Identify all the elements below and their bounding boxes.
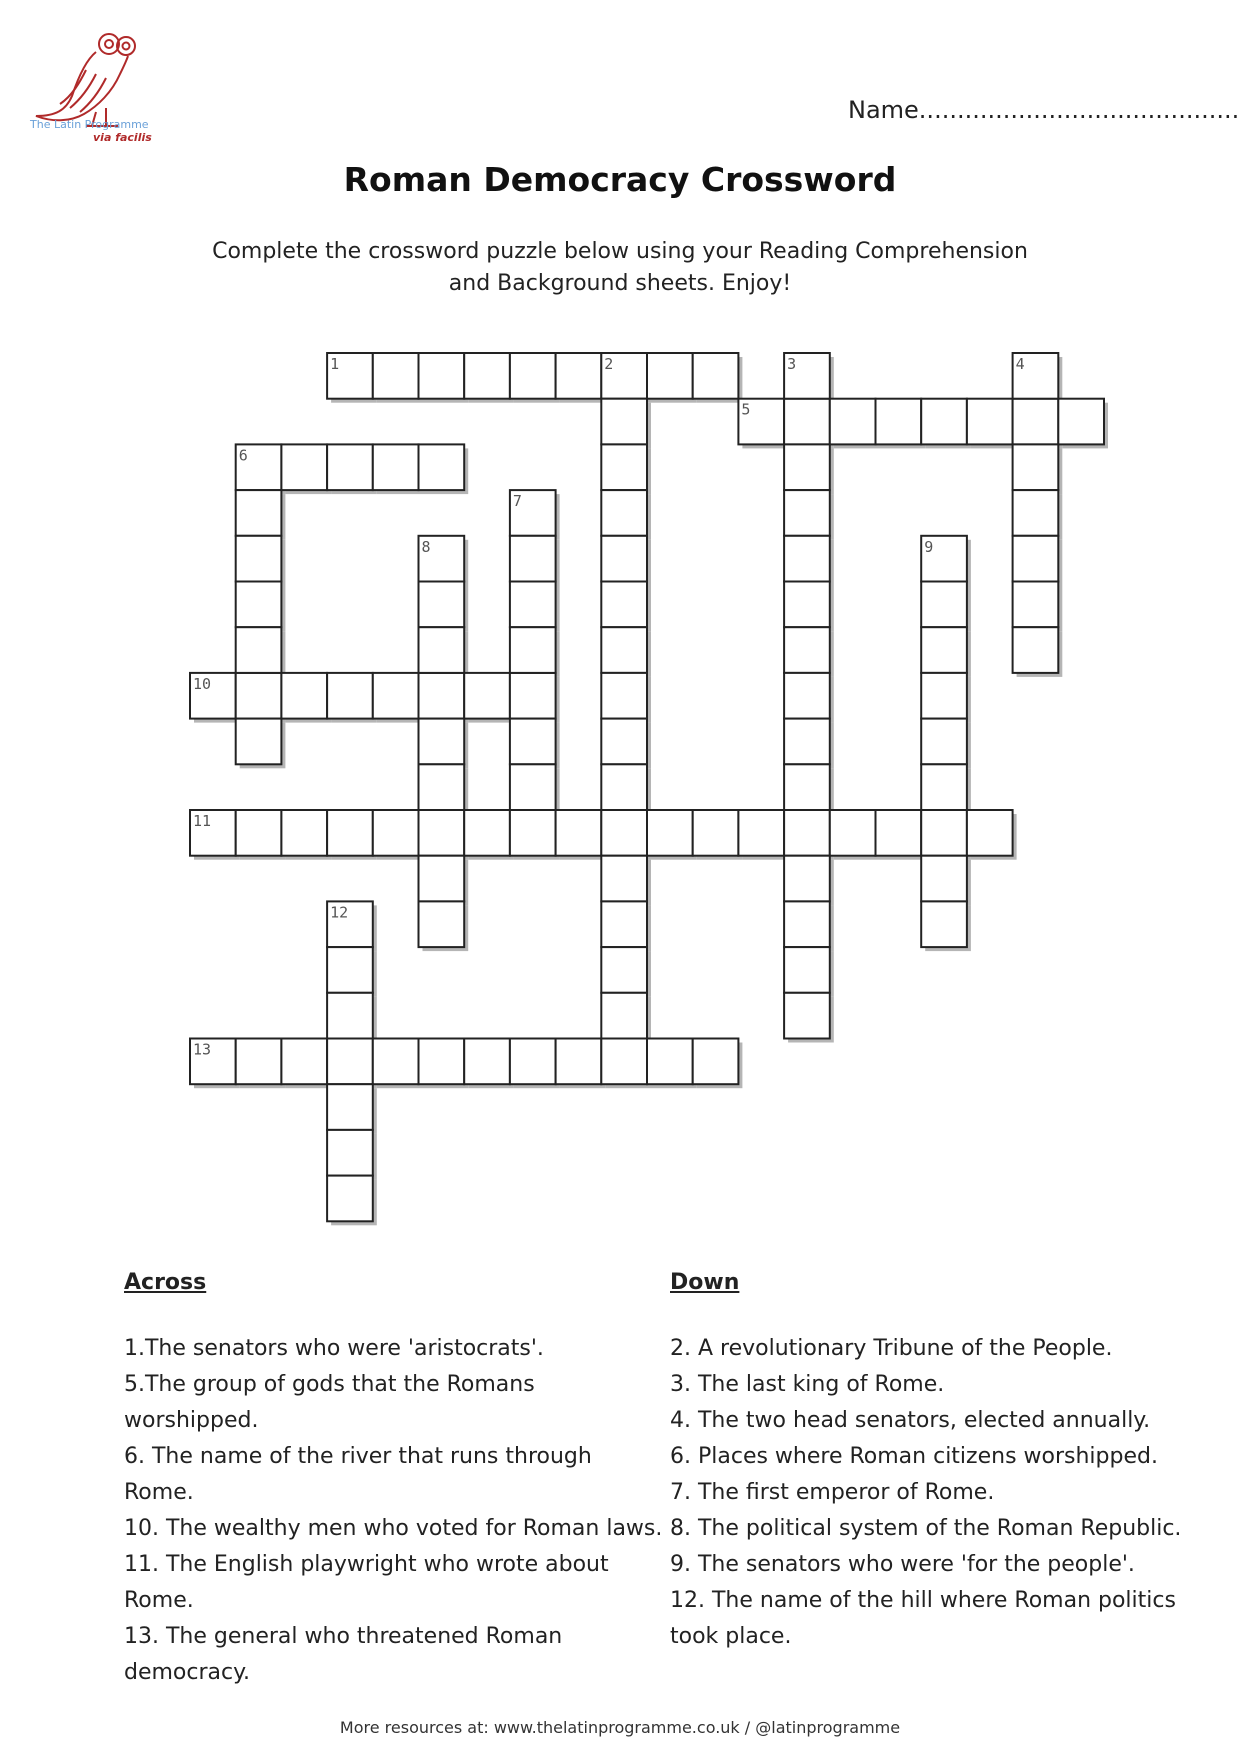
crossword-cell[interactable]	[419, 582, 465, 628]
crossword-cell[interactable]	[327, 947, 373, 993]
clue-number: 4	[1015, 355, 1025, 373]
crossword-cell[interactable]	[1013, 490, 1059, 536]
crossword-cell[interactable]	[510, 719, 556, 765]
crossword-cell[interactable]	[601, 399, 647, 445]
down-clue: 6. Places where Roman citizens worshipped.	[670, 1444, 1158, 1469]
crossword-cell[interactable]	[738, 810, 784, 856]
crossword-cell[interactable]	[373, 673, 419, 719]
across-clue: 10. The wealthy men who voted for Roman laws.	[124, 1516, 663, 1541]
crossword-cell[interactable]	[921, 582, 967, 628]
crossword-cell[interactable]	[510, 627, 556, 673]
crossword-cell[interactable]	[419, 764, 465, 810]
crossword-cell[interactable]	[784, 399, 830, 445]
crossword-cell[interactable]	[601, 810, 647, 856]
crossword-cell[interactable]	[464, 810, 510, 856]
clue-number: 2	[604, 355, 614, 373]
crossword-cell[interactable]	[281, 1039, 327, 1085]
crossword-cell[interactable]	[464, 1039, 510, 1085]
crossword-cell[interactable]	[236, 490, 282, 536]
logo-text: The Latin Programme	[30, 118, 149, 131]
crossword-cell[interactable]	[921, 719, 967, 765]
crossword-cell[interactable]	[419, 1039, 465, 1085]
crossword-cell[interactable]	[647, 1039, 693, 1085]
crossword-cell[interactable]	[601, 627, 647, 673]
down-clue: 2. A revolutionary Tribune of the People.	[670, 1336, 1113, 1361]
footer: More resources at: www.thelatinprogramme.co.uk / @latinprogramme	[339, 1718, 901, 1737]
crossword-cell[interactable]	[327, 993, 373, 1039]
crossword-cell[interactable]	[601, 673, 647, 719]
crossword-cell[interactable]	[784, 810, 830, 856]
logo-tagline: via facilis	[93, 131, 152, 144]
crossword-cell[interactable]	[510, 536, 556, 582]
crossword-cell[interactable]	[601, 536, 647, 582]
crossword-cell[interactable]	[373, 1039, 419, 1085]
crossword-cell[interactable]	[830, 399, 876, 445]
crossword-cell[interactable]	[601, 1039, 647, 1085]
down-clue: 8. The political system of the Roman Republic.	[670, 1516, 1182, 1541]
across-clue: 1.The senators who were 'aristocrats'.	[124, 1336, 544, 1361]
across-heading: Across	[124, 1270, 207, 1295]
crossword-cell[interactable]	[327, 1176, 373, 1222]
crossword-cell[interactable]	[419, 856, 465, 902]
crossword-cell[interactable]	[921, 901, 967, 947]
crossword-cell[interactable]	[876, 399, 922, 445]
crossword-cell[interactable]	[510, 810, 556, 856]
crossword-cell[interactable]	[419, 627, 465, 673]
crossword-cell[interactable]	[510, 353, 556, 399]
crossword-cell[interactable]	[601, 901, 647, 947]
clue-number: 1	[330, 355, 340, 373]
crossword-cell[interactable]	[1058, 399, 1104, 445]
crossword-cell[interactable]	[1013, 444, 1059, 490]
down-clue: 7. The first emperor of Rome.	[670, 1480, 995, 1505]
crossword-cell[interactable]	[921, 764, 967, 810]
crossword-cell[interactable]	[510, 582, 556, 628]
crossword-cell[interactable]	[373, 444, 419, 490]
down-clue: 12. The name of the hill where Roman politics took place.	[670, 1588, 1176, 1649]
crossword-cell[interactable]	[830, 810, 876, 856]
crossword-cell[interactable]	[373, 810, 419, 856]
clue-number: 6	[238, 446, 248, 465]
crossword-cell[interactable]	[921, 673, 967, 719]
across-clue: 13. The general who threatened Roman democracy.	[124, 1624, 563, 1685]
crossword-cell[interactable]	[556, 810, 602, 856]
crossword-cell[interactable]	[784, 947, 830, 993]
crossword-cell[interactable]	[967, 399, 1013, 445]
name-field: Name..........................................	[848, 96, 1240, 124]
crossword-cell[interactable]	[1013, 582, 1059, 628]
crossword-cell[interactable]	[601, 947, 647, 993]
crossword-cell[interactable]	[601, 719, 647, 765]
crossword-cell[interactable]	[601, 993, 647, 1039]
crossword-cell[interactable]	[281, 810, 327, 856]
crossword-cell[interactable]	[327, 1039, 373, 1085]
crossword-cell[interactable]	[1013, 399, 1059, 445]
crossword-cell[interactable]	[693, 810, 739, 856]
crossword-cell[interactable]	[327, 810, 373, 856]
down-clues	[670, 1265, 1190, 1655]
crossword-cell[interactable]	[784, 901, 830, 947]
down-clue: 9. The senators who were 'for the people'.	[670, 1552, 1135, 1577]
crossword-cell[interactable]	[601, 856, 647, 902]
crossword-cell[interactable]	[601, 582, 647, 628]
crossword-cell[interactable]	[464, 673, 510, 719]
clue-number: 9	[924, 537, 934, 556]
crossword-cell[interactable]	[327, 1130, 373, 1176]
down-clue: 4. The two head senators, elected annually.	[670, 1408, 1151, 1433]
crossword-cell[interactable]	[327, 444, 373, 490]
clue-number: 8	[421, 537, 431, 556]
crossword-cell[interactable]	[419, 719, 465, 765]
crossword-cell[interactable]	[693, 353, 739, 399]
crossword-cell[interactable]	[784, 536, 830, 582]
across-clues	[124, 1265, 664, 1691]
crossword-cell[interactable]	[556, 1039, 602, 1085]
crossword-cell[interactable]	[784, 582, 830, 628]
clue-number: 13	[193, 1040, 212, 1059]
down-heading: Down	[670, 1270, 740, 1295]
down-clue: 3. The last king of Rome.	[670, 1372, 945, 1397]
across-clue: 6. The name of the river that runs through Rome.	[124, 1444, 592, 1505]
crossword-cell[interactable]	[236, 582, 282, 628]
crossword-cell[interactable]	[510, 1039, 556, 1085]
crossword-cell[interactable]	[327, 673, 373, 719]
crossword-cell[interactable]	[419, 901, 465, 947]
clue-number: 3	[787, 355, 797, 373]
crossword-cell[interactable]	[281, 673, 327, 719]
crossword-cell[interactable]	[419, 353, 465, 399]
crossword-cell[interactable]	[419, 810, 465, 856]
crossword-cell[interactable]	[236, 673, 282, 719]
crossword-cell[interactable]	[693, 1039, 739, 1085]
crossword-cell[interactable]	[556, 353, 602, 399]
crossword-cell[interactable]	[784, 993, 830, 1039]
crossword-cell[interactable]	[921, 810, 967, 856]
crossword-cell[interactable]	[327, 1084, 373, 1130]
crossword-cell[interactable]	[784, 673, 830, 719]
crossword-cell[interactable]	[784, 627, 830, 673]
clue-number: 7	[512, 492, 522, 511]
crossword-cell[interactable]	[601, 490, 647, 536]
crossword-cell[interactable]	[647, 353, 693, 399]
crossword-cell[interactable]	[601, 764, 647, 810]
clue-number: 10	[193, 674, 212, 693]
crossword-cell[interactable]	[373, 353, 419, 399]
crossword-cell[interactable]	[784, 490, 830, 536]
crossword-cell[interactable]	[784, 444, 830, 490]
page-title: Roman Democracy Crossword	[343, 160, 897, 199]
crossword-cell[interactable]	[236, 810, 282, 856]
crossword-cell[interactable]	[921, 856, 967, 902]
crossword-cell[interactable]	[967, 810, 1013, 856]
crossword-cell[interactable]	[419, 444, 465, 490]
crossword-cell[interactable]	[921, 399, 967, 445]
crossword-cell[interactable]	[236, 536, 282, 582]
crossword-cell[interactable]	[464, 353, 510, 399]
crossword-cell[interactable]	[281, 444, 327, 490]
crossword-cell[interactable]	[784, 856, 830, 902]
crossword-cell[interactable]	[510, 673, 556, 719]
across-clue: 11. The English playwright who wrote about Rome.	[124, 1552, 609, 1613]
crossword-cell[interactable]	[876, 810, 922, 856]
crossword-cell[interactable]	[236, 719, 282, 765]
crossword-cell[interactable]	[1013, 536, 1059, 582]
crossword-cell[interactable]	[510, 764, 556, 810]
crossword-cell[interactable]	[236, 1039, 282, 1085]
clue-number: 12	[330, 903, 349, 922]
across-clue: 5.The group of gods that the Romans worshipped.	[124, 1372, 535, 1433]
crossword-cell[interactable]	[784, 764, 830, 810]
crossword-cell[interactable]	[784, 719, 830, 765]
crossword-cell[interactable]	[647, 810, 693, 856]
crossword-cell[interactable]	[601, 444, 647, 490]
crossword-cell[interactable]	[419, 673, 465, 719]
crossword-cell[interactable]	[236, 627, 282, 673]
crossword-cell[interactable]	[921, 627, 967, 673]
clue-number: 5	[741, 400, 751, 419]
instructions: Complete the crossword puzzle below using your Reading Comprehension and Background sheets. Enjoy!	[212, 239, 1028, 296]
crossword-cell[interactable]	[1013, 627, 1059, 673]
clue-number: 11	[193, 812, 212, 830]
